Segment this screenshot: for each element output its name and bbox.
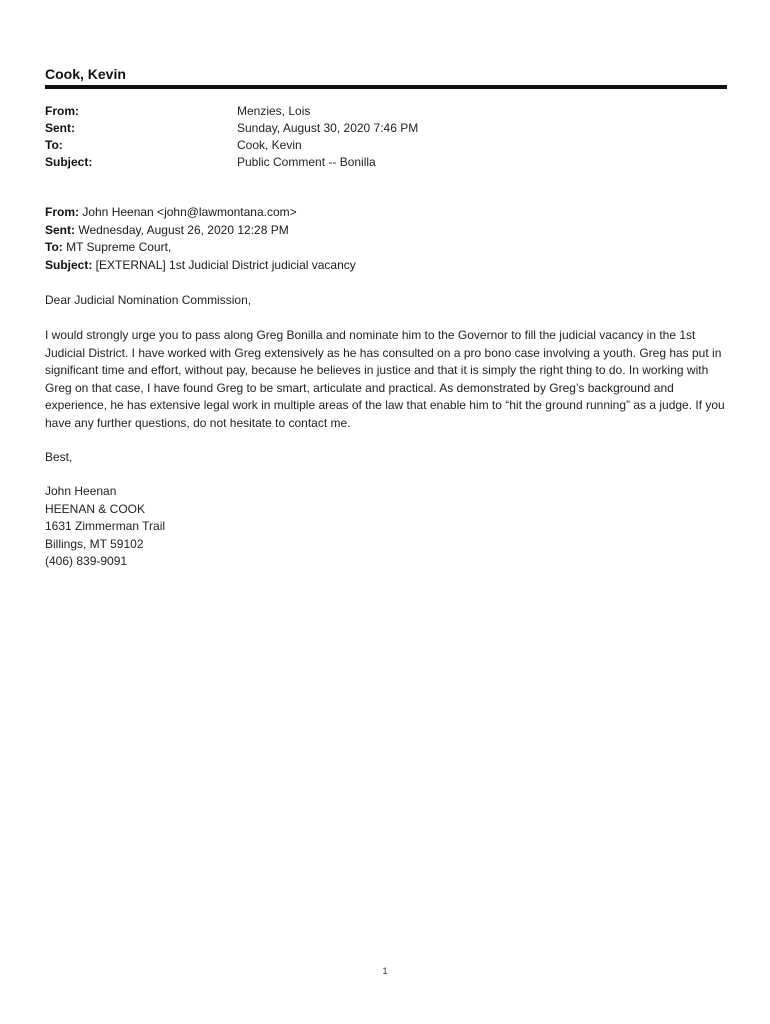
header-row-sent <box>45 120 645 137</box>
forwarded-sent <box>45 222 735 240</box>
email-header <box>45 103 645 171</box>
signature-street: 1631 Zimmerman Trail <box>45 519 166 533</box>
forwarded-from-label: From: <box>45 205 79 219</box>
page-number: 1 <box>382 966 388 976</box>
signature-city: Billings, MT 59102 <box>45 536 144 551</box>
forwarded-subject-value: [EXTERNAL] 1st Judicial District judicial vacancy <box>92 257 356 272</box>
forwarded-sent-value: Wednesday, August 26, 2020 12:28 PM <box>75 222 289 237</box>
signature-firm: HEENAN & COOK <box>45 501 146 516</box>
signature-name: John Heenan <box>45 484 117 498</box>
sent-label: Sent: <box>45 121 75 135</box>
letter-greeting: Dear Judicial Nomination Commission, <box>45 293 252 307</box>
signature-block <box>45 483 735 571</box>
header-row-subject <box>45 154 645 171</box>
forwarded-from <box>45 204 735 222</box>
mailbox-owner-name: Cook, Kevin <box>45 66 126 82</box>
forwarded-subject <box>45 257 735 275</box>
letter-closing: Best, <box>45 450 73 464</box>
forwarded-to-label: To: <box>45 240 63 254</box>
header-row-from <box>45 103 645 120</box>
from-value: Menzies, Lois <box>237 104 311 118</box>
forwarded-to <box>45 239 735 257</box>
forwarded-sent-label: Sent: <box>45 222 75 237</box>
sent-value: Sunday, August 30, 2020 7:46 PM <box>237 121 419 135</box>
forwarded-subject-label: Subject: <box>45 257 93 272</box>
forwarded-to-value: MT Supreme Court, <box>62 240 172 254</box>
forwarded-header <box>45 204 735 274</box>
letter-body-paragraph: I would strongly urge you to pass along Greg Bonilla and nominate him to the Governor to fill the judicial vacancy in the 1st Judicial District. I have worked with Greg extensively as he has consulted on a pro bono case involving a youth. Greg has put in significant time and effort, without pay, because he believes in justice and that it is simply the right thing to do. In working with Greg on that case, I have found Greg to be smart, articulate and practical. As demonstrated by Greg’s background and experience, he has extensive legal work in multiple areas of the law that enable him to “hit the ground running” as a judge. If you have any further questions, do not hesitate to contact me. <box>45 328 725 430</box>
header-row-to <box>45 137 645 154</box>
forwarded-from-value: John Heenan <john@lawmontana.com> <box>79 205 297 219</box>
header-divider <box>45 85 727 89</box>
subject-value: Public Comment -- Bonilla <box>237 155 376 169</box>
from-label: From: <box>45 104 79 118</box>
to-value: Cook, Kevin <box>237 138 302 152</box>
subject-label: Subject: <box>45 155 93 169</box>
signature-phone: (406) 839-9091 <box>45 554 128 568</box>
to-label: To: <box>45 138 63 152</box>
